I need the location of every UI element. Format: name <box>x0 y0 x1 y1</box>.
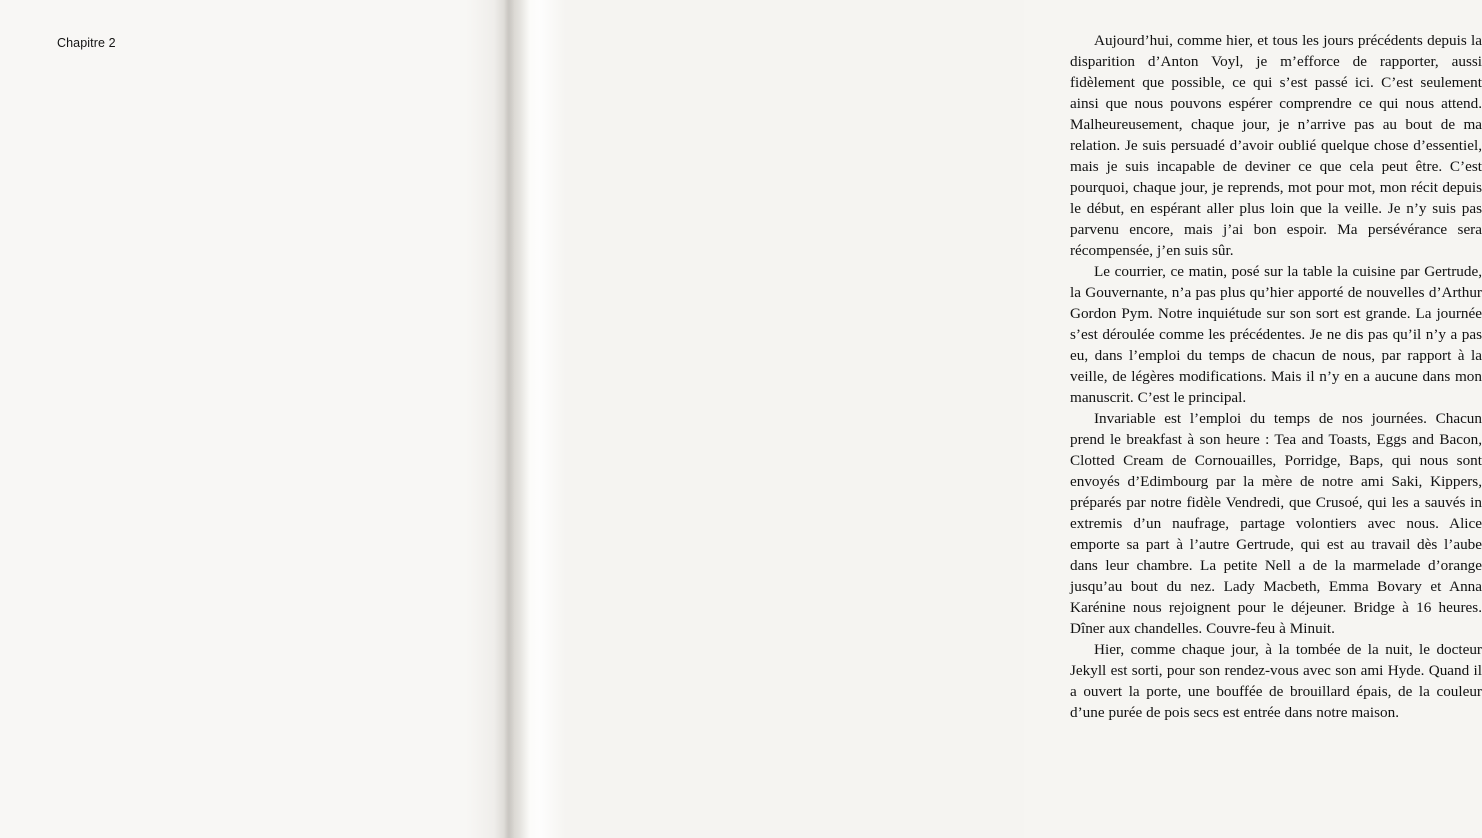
body-paragraph: Aujourd’hui, comme hier, et tous les jours précédents depuis la disparition d’Anton Voyl, je m’efforce de rapporter, aussi fidèlement que possible, ce qui s’est passé ici. C’est seulement ainsi que nous pouvons espérer comprendre ce qui nous attend. Malheureusement, chaque jour, je n’arrive pas au bout de ma relation. Je suis persuadé d’avoir oublié quelque chose d’essentiel, mais je suis incapable de deviner ce que cela peut être. C’est pourquoi, chaque jour, je reprends, mot pour mot, mon récit depuis le début, en espérant aller plus loin que la veille. Je n’y suis pas parvenu encore, mais j’ai bon espoir. Ma persévérance sera récompensée, j’en suis sûr. <box>1070 32 1482 259</box>
body-paragraph: Hier, comme chaque jour, à la tombée de la nuit, le docteur Jekyll est sorti, pour son rendez-vous avec son ami Hyde. Quand il a ouvert la porte, une bouffée de brouillard épais, de la couleur d’une purée de pois secs est entrée dans notre maison. <box>1070 641 1482 721</box>
body-paragraph: Le courrier, ce matin, posé sur la table la cuisine par Gertrude, la Gouvernante, n’a pas plus qu’hier apporté de nouvelles d’Arthur Gordon Pym. Notre inquiétude sur son sort est grande. La journée s’est déroulée comme les précédentes. Je ne dis pas qu’il n’y a pas eu, dans l’emploi du temps de chacun de nous, par rapport à la veille, de légères modifications. Mais il n’y en a aucune dans mon manuscrit. C’est le principal. <box>1070 263 1482 406</box>
recto-page <box>512 0 1482 838</box>
body-text-column <box>1070 30 1482 723</box>
verso-page <box>0 0 512 838</box>
body-paragraph: Invariable est l’emploi du temps de nos journées. Chacun prend le breakfast à son heure : Tea and Toasts, Eggs and Bacon, Clotted Cream de Cornouailles, Porridge, Baps, qui nous sont envoyés d’Edimbourg par la mère de notre ami Saki, Kippers, préparés par notre fidèle Vendredi, que Crusoé, qui les a sauvés in extremis d’un naufrage, partage volontiers avec nous. Alice emporte sa part à l’autre Gertrude, qui est au travail dès l’aube dans leur chambre. La petite Nell a de la marmelade d’orange jusqu’au bout du nez. Lady Macbeth, Emma Bovary et Anna Karénine nous rejoignent pour le déjeuner. Bridge à 16 heures. Dîner aux chandelles. Couvre-feu à Minuit. <box>1070 410 1482 637</box>
running-head-chapter: Chapitre 2 <box>57 36 116 50</box>
